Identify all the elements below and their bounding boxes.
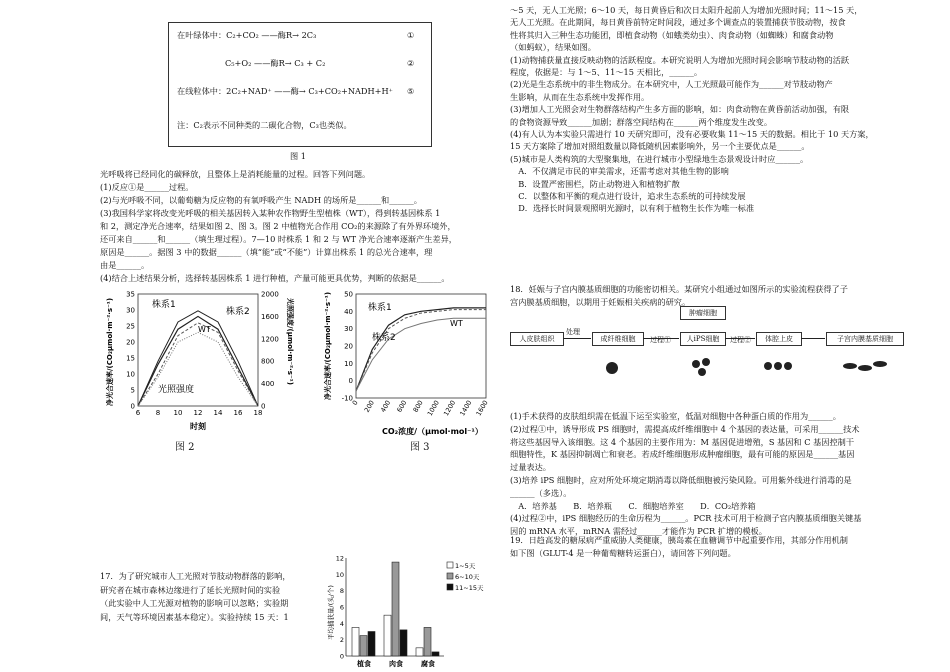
bar xyxy=(360,636,367,656)
q17cont-line: (5)城市是人类构筑的大型聚集地，在进行城市小型绿地生态景观设计时应______。 xyxy=(510,153,809,164)
fig3-xlabel: CO₂浓度/（μmol·mol⁻¹） xyxy=(382,427,483,436)
flow-step2-label: 过程② xyxy=(730,336,751,344)
flow-coelomic-epithelium: 体腔上皮 xyxy=(756,332,802,346)
figure1-note: 注：C₂表示不同种类的二碳化合物，C₃也类似。 xyxy=(177,120,352,130)
q17cont-line: (2)光是生态系统中的非生物成分。在本研究中，人工光照最可能作为______对节肢动物产 xyxy=(510,79,833,90)
fig2-ytick-left: 20 xyxy=(126,338,135,347)
fig2-xtick: 16 xyxy=(233,409,243,417)
fig2-xtick: 6 xyxy=(135,409,141,417)
q17-line: 17．为了研究城市人工光照对节肢动物群落的影响， xyxy=(100,571,291,581)
flow-ips-cell: 人iPS细胞 xyxy=(680,332,726,346)
q17cont-line: 性将其归入三种生态功能团，即植食动物（如蛾类幼虫）、肉食动物（如蜘蛛）和腐食动物 xyxy=(510,29,834,40)
q17cont-line: （如蚂蚁），结果如图。 xyxy=(510,42,596,53)
figure3-caption: 图 3 xyxy=(410,442,430,453)
reaction-2: C₅+O₂ ——酶R→ C₃ + C₂ xyxy=(225,58,326,68)
fig2-ytick-left: 35 xyxy=(126,290,135,299)
fig3-xtick: 1200 xyxy=(442,399,458,418)
fig3-ytick: 40 xyxy=(344,307,353,316)
fig2-ytick-left: 25 xyxy=(126,322,135,331)
fig2-ytick-left: 0 xyxy=(130,402,135,411)
q19-line: 19．日趋高发的糖尿病严重威胁人类健康，胰岛素在血糖调节中起重要作用，其部分作用机制 xyxy=(510,535,848,545)
bar-ytick: 6 xyxy=(339,603,344,612)
q17cont-line: ～5 天，无人工光照；6～10 天，每日黄昏后和次日太阳升起前人为增加光照时间；11～15 天， xyxy=(510,5,863,15)
fig3-xtick: 1600 xyxy=(474,399,490,418)
figure3-chart xyxy=(320,288,500,438)
fig2-ytick-left: 30 xyxy=(126,306,135,315)
bar-ytick: 0 xyxy=(339,652,344,661)
q17cont-line: (4)有人认为本实验只需进行 10 天研究即可，没有必要收集 11～15 天的数据。相比于 10 天方案， xyxy=(510,129,874,139)
flow-step1-label: 过程① xyxy=(650,336,671,344)
q18-line: 因的 mRNA 水平，mRNA 需经过______才能作为 PCR 扩增的模板。 xyxy=(510,526,767,537)
flow-arrow-4 xyxy=(801,338,825,339)
flow-endometrial-stromal-cell: 子宫内膜基质细胞 xyxy=(826,332,904,346)
bar-ytick: 12 xyxy=(335,554,344,563)
q17cont-line: (3)增加人工光照会对生物群落结构产生多方面的影响，如：肉食动物在黄昏前活动加强，有限 xyxy=(510,104,850,115)
legend-label: 1~5天 xyxy=(455,562,476,570)
q17cont-line: 生影响，从而在生态系统中发挥作用。 xyxy=(510,91,650,102)
fig2-xtick: 10 xyxy=(173,409,183,417)
bar-category-label: 腐食 xyxy=(421,660,435,668)
left-text-line: (1)反应①是______过程。 xyxy=(100,182,194,192)
fig2-label-s1: 株系1 xyxy=(152,300,176,310)
bar xyxy=(400,630,407,656)
fig3-xtick: 1000 xyxy=(425,399,441,418)
q18-line: 细胞特性，K 基因抑制凋亡和衰老。若成纤维细胞形成肿瘤细胞，最有可能的原因是______基因 xyxy=(510,449,855,460)
bar-category-label: 肉食 xyxy=(389,660,403,668)
fig3-ytick: 0 xyxy=(348,377,353,386)
right-column xyxy=(505,0,945,672)
fig3-series-s2 xyxy=(356,310,486,391)
bar-category-label: 植食 xyxy=(357,660,371,668)
fig2-label-wt: WT xyxy=(198,325,211,334)
q17-line: （此实验中人工光源对植物的影响可以忽略；实验期 xyxy=(100,598,289,608)
flow-fibroblast: 成纤维细胞 xyxy=(592,332,644,346)
fig2-xlabel: 时刻 xyxy=(190,422,206,431)
legend-swatch xyxy=(447,562,453,568)
fig2-ytick-right: 0 xyxy=(261,402,266,411)
bar xyxy=(424,627,431,656)
q17-line: 间，天气等环境因素基本稳定）。实验持续 15 天：1 xyxy=(100,611,289,622)
q18-line: (1)手术获得的皮肤组织需在低温下运至实验室，低温对细胞中各种蛋白质的作用为______。 xyxy=(510,411,841,421)
fig3-ytick: 50 xyxy=(344,290,353,299)
q19-line: 如下图（GLUT-4 是一种葡萄糖转运蛋白），请回答下列问题。 xyxy=(510,548,736,558)
bar xyxy=(352,627,359,656)
fig3-series-wt xyxy=(356,318,486,391)
q17cont-line: B．设置严密围栏，防止动物进入和植物扩散 xyxy=(510,178,680,189)
q18-intro-line: 18．妊娠与子宫内膜基质细胞的功能密切相关。某研究小组通过如图所示的实验流程获得了子 xyxy=(510,284,848,294)
fig2-label-s2: 株系2 xyxy=(226,307,250,317)
q18-line: 过量表达。 xyxy=(510,462,551,473)
flow-arrow-2 xyxy=(643,338,679,339)
left-text-line: (2)与光呼吸不同，以葡萄糖为反应物的有氧呼吸产生 NADH 的场所是______和______。 xyxy=(100,195,422,205)
fig2-ylabel-left: 净光合速率/(CO₂μmol·m⁻²·s⁻¹) xyxy=(106,297,114,406)
fig2-ytick-right: 1200 xyxy=(261,335,279,344)
fig2-ytick-right: 1600 xyxy=(261,312,279,321)
q17cont-line: 程度，依据是：与 1～5、11～15 天相比，______。 xyxy=(510,67,703,77)
fig2-series-s2 xyxy=(138,323,258,406)
flow-process-label: 处理 xyxy=(566,328,580,336)
fig3-series-s1 xyxy=(356,308,486,391)
fig3-label-s1: 株系1 xyxy=(368,303,392,313)
fig3-xtick: 200 xyxy=(362,399,376,414)
left-text-line: 还可来自______和______（填生理过程）。7—10 时株系 1 和 2 与 WT 净光合速率逐渐产生差异， xyxy=(100,234,457,244)
figure1-box xyxy=(168,22,432,147)
left-text-line: 由是______。 xyxy=(100,260,150,270)
legend-label: 11~15天 xyxy=(455,584,484,592)
bar-ytick: 4 xyxy=(339,619,344,628)
q18-line: A．培养基 B．培养瓶 C．细胞培养室 D．CO₂培养箱 xyxy=(510,500,756,511)
bar xyxy=(384,615,391,656)
figure1-caption: 图 1 xyxy=(290,151,306,161)
left-text-line: (4)结合上述结果分析，选择转基因株系 1 进行种植，产量可能更具优势，判断的依据是______。 xyxy=(100,273,450,283)
reaction-1: 在叶绿体中：C₂+CO₂ ——酶R→ 2C₃ xyxy=(177,30,317,40)
fig3-xtick: 0 xyxy=(350,399,360,407)
fig3-xtick: 1400 xyxy=(458,399,474,418)
fig3-ytick: 30 xyxy=(344,325,353,334)
q17cont-line: A．不仅满足市民的审美需求，还需考虑对其他生物的影响 xyxy=(510,166,729,177)
left-text-line: 原因是______。据图 3 中的数据______（填“能”或“不能”）计算出株系 1 的总光合速率，理 xyxy=(100,247,433,257)
fig2-ytick-left: 5 xyxy=(130,386,135,395)
flow-arrow-3 xyxy=(725,338,755,339)
q18-flow-diagram xyxy=(510,309,930,400)
flow-cell-images xyxy=(510,350,930,390)
fig3-xtick: 800 xyxy=(411,399,425,414)
bar-chart xyxy=(326,550,484,672)
fig3-label-s2: 株系2 xyxy=(372,333,396,343)
q18-line: (3)培养 iPS 细胞时，应对所处环境定期消毒以降低细胞被污染风险。可用紫外线进行消毒的是 xyxy=(510,475,852,485)
q17cont-line: 的食物资源导致______加剧；群落空间结构在______两个维度发生改变。 xyxy=(510,116,773,127)
q18-line: (2)过程①中，诱导形成 PS 细胞时，需提高成纤维细胞中 4 个基因的表达量，可采用______技术 xyxy=(510,423,860,434)
bar xyxy=(432,652,439,656)
legend-swatch xyxy=(447,584,453,590)
legend-swatch xyxy=(447,573,453,579)
q18-intro-line: 宫内膜基质细胞，以期用于妊娠相关疾病的研究。 xyxy=(510,297,691,307)
q18-line: (4)过程②中，iPS 细胞经历的生命历程为______。PCR 技术可用于检测子宫内膜基质细胞关键基 xyxy=(510,513,862,524)
fig2-xtick: 14 xyxy=(213,409,223,417)
reaction-3-number: ⑤ xyxy=(407,86,415,96)
bar-ytick: 2 xyxy=(339,636,344,645)
left-text-line: 光呼吸将已经同化的碳释放，且整体上是消耗能量的过程。回答下列问题。 xyxy=(100,169,371,179)
fig3-ytick: 20 xyxy=(344,342,353,351)
q17cont-line: C．以整体和平衡的观点进行设计，追求生态系统的可持续发展 xyxy=(510,191,746,201)
q17cont-line: D．选择长时间景观照明光源时，以有利于植物生长作为唯一标准 xyxy=(510,203,755,214)
bar-ytick: 8 xyxy=(339,587,344,596)
legend-label: 6~10天 xyxy=(455,573,480,581)
fig2-ytick-right: 2000 xyxy=(261,290,279,299)
fig2-ylabel-right: 光照强度/(μmol·m⁻²·s⁻¹) xyxy=(286,298,294,385)
bar xyxy=(368,632,375,657)
figure2-caption: 图 2 xyxy=(175,442,195,453)
fig2-label-light: 光照强度 xyxy=(158,385,195,395)
q18-line: 将这些基因导入该细胞。这 4 个基因的主要作用为：M 基因促进增殖，S 基因和 C 基因控制干 xyxy=(510,436,855,447)
fig3-ylabel: 净光合速率/(CO₂μmol·m⁻²·s⁻¹) xyxy=(324,291,332,400)
q17cont-line: (1)动物捕获量直接反映动物的活跃程度。本研究说明人为增加光照时间会影响节肢动物的活跃 xyxy=(510,54,850,65)
fig2-ytick-left: 10 xyxy=(126,370,135,379)
flow-tumor-cell: 肿瘤细胞 xyxy=(680,306,726,320)
q17-line: 研究者在城市森林边缘进行了延长光照时间的实验 xyxy=(100,584,281,595)
fig3-xtick: 400 xyxy=(379,399,393,414)
reaction-1-number: ① xyxy=(407,30,415,40)
flow-arrow-1 xyxy=(563,338,591,339)
fig3-ytick: 10 xyxy=(344,359,353,368)
bar-ytick: 10 xyxy=(335,570,344,579)
reaction-2-number: ② xyxy=(407,58,415,68)
fig2-xtick: 8 xyxy=(155,409,161,417)
q18-line: ______（多选）。 xyxy=(510,487,572,498)
flow-skin-tissue: 人皮肤组织 xyxy=(510,332,564,346)
reaction-3: 在线粒体中：2C₂+NAD⁺ ——酶→ C₃+CO₂+NADH+H⁺ xyxy=(177,86,393,96)
fig3-ytick: -10 xyxy=(341,394,353,403)
q17cont-line: 15 天方案除了增加对照组数量以降低随机因素影响外，另一个主要优点是______。 xyxy=(510,141,810,152)
fig2-xtick: 12 xyxy=(193,409,203,417)
bar-ylabel: 平均捕获量/(头/个) xyxy=(327,585,335,640)
fig2-ytick-right: 400 xyxy=(261,380,275,389)
figure2-chart xyxy=(100,288,294,438)
bar xyxy=(416,648,423,656)
fig3-label-wt: WT xyxy=(450,319,463,328)
q17cont-line: 无人工光照。在此期间，每日黄昏前特定时间段，通过多个调查点的装置捕获节肢动物，按食 xyxy=(510,17,846,28)
bar xyxy=(392,562,399,656)
left-text-line: (3)我国科学家将改变光呼吸的相关基因转入某种农作物野生型植株（WT），得到转基因株系 1 xyxy=(100,208,441,218)
left-text-line: 和 2，测定净光合速率，结果如图 2、图 3。图 2 中植物光合作用 CO₂的来源除了有外界环境外， xyxy=(100,221,456,231)
fig2-ytick-right: 800 xyxy=(261,357,275,366)
fig2-xtick: 18 xyxy=(253,409,263,417)
fig3-xtick: 600 xyxy=(395,399,409,414)
fig2-ytick-left: 15 xyxy=(126,354,135,363)
